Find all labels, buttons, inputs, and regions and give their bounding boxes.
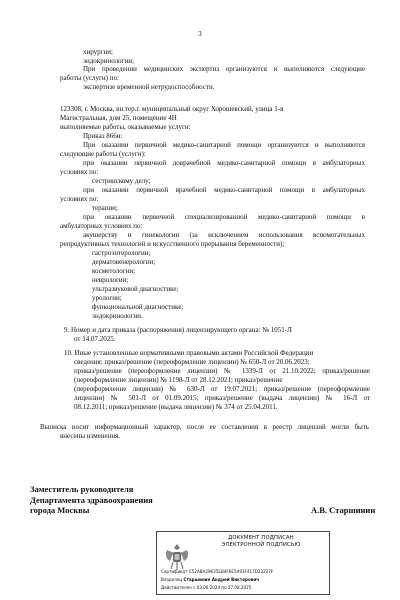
text-line: экспертизе временной нетрудоспособности. (83, 83, 215, 91)
text-line: сведения: приказ/решение (переоформление лицензии) № 650-Л от 20.06.2023; (74, 358, 310, 366)
e-signature-stamp (156, 531, 330, 595)
text-line: (переоформление лицензии) № 630-Л от 19.07.2021; приказ/решение (переоформление (74, 385, 370, 393)
text-line: приказ/решение (переоформление лицензии) № 1339-Л от 21.10.2022; приказ/решение (74, 367, 370, 375)
text-line: условиях по: (60, 168, 99, 176)
text-line: косметологии; (92, 267, 136, 275)
text-line: выполняемые работы, оказываемые услуги: (60, 123, 191, 131)
text-line: Выписка носит информационный характер, после ее составления в реестр лицензий могли быть (40, 423, 369, 431)
validity-line: Действителен с 03.06.2024 по 27.08.2025 (161, 585, 252, 590)
certificate-value: C52ABA29635EB4F6E5A91F417D23227F (188, 569, 274, 574)
text-line: условиях по: (60, 195, 99, 203)
text-line: хирургии; (83, 48, 113, 56)
signer-title-line: города Москвы (30, 505, 90, 516)
certificate-label: Сертификат (161, 569, 188, 574)
owner-label: Владелец (161, 577, 183, 582)
text-line: 10. Иные установленные нормативными правовыми актами Российской Федерации (64, 349, 314, 357)
signer-title-line: Заместитель руководителя (30, 484, 134, 494)
text-line: лицензии) № 501-Л от 01.09.2015; приказ/решение (выдача лицензии) № 16-Л от (74, 394, 370, 402)
stamp-header-line: ДОКУМЕНТ ПОДПИСАН (228, 535, 294, 541)
text-line: терапии; (92, 204, 118, 212)
text-line: функциональной диагностике; (92, 303, 184, 311)
text-line: репродуктивных технологий и искусственного прерывания беременности); (60, 240, 285, 248)
signer-title (30, 484, 153, 516)
text-line: Магистральная, дом 25, помещение 4Н (60, 114, 177, 122)
coat-of-arms-icon (163, 542, 191, 572)
signer-name: А.В. Старшинин (311, 505, 376, 515)
text-line: следующие работы (услуги): (60, 150, 146, 158)
text-line: неврологии; (92, 276, 129, 284)
owner-value: Старшинин Андрей Викторович (183, 577, 260, 582)
text-line: акушерству и гинекологии (за исключением использования вспомогательных (83, 231, 365, 239)
text-line: урологии; (92, 294, 122, 302)
text-line: Приказ 866н: (83, 132, 123, 140)
owner-line (161, 577, 327, 582)
text-line: При проведении медицинских экспертиз организуются и выполняются следующие (83, 65, 365, 73)
text-line: эндокринологии. (92, 312, 143, 320)
text-line: от 14.07.2025. (74, 335, 116, 343)
text-line: гастроэнтерологии; (92, 249, 151, 257)
text-line: внесены изменения. (60, 432, 121, 440)
certificate-line (161, 569, 327, 574)
text-line: 08.12.2011; приказ/решение (выдача лицензии) № 374 от 25.04.2011. (74, 403, 278, 411)
text-line: дерматовенерологии; (92, 258, 156, 266)
text-line: 9. Номер и дата приказа (распоряжения) лицензирующего органа: № 1051-Л (64, 326, 292, 334)
text-line: ультразвуковой диагностике; (92, 285, 179, 293)
text-line: эндокринологии; (83, 57, 134, 65)
text-line: при оказании первичной врачебной медико-санитарной помощи в амбулаторных (83, 186, 365, 194)
page-number: 3 (198, 30, 202, 38)
text-line: 123308, г. Москва, вн.тер.г. муниципальный округ Хорошевский, улица 1-я (60, 105, 284, 113)
stamp-header-line: ЭЛЕКТРОННОЙ ПОДПИСЬЮ (221, 542, 301, 548)
text-line: сестринскому делу; (92, 177, 151, 185)
text-line: При оказании первичной медико-санитарной помощи организуются и выполняются (83, 141, 365, 149)
signer-title-line: Департамента здравоохранения (30, 494, 153, 505)
stamp-header (195, 535, 327, 549)
text-line: амбулаторных условиях по: (60, 222, 143, 230)
text-line: при оказании первичной доврачебной медико-санитарной помощи в амбулаторных (83, 159, 365, 167)
text-line: (переоформление лицензии) № 1198-Л от 28.12.2021; приказ/решение (74, 376, 283, 384)
text-line: при оказании первичной специализированной медико-санитарной помощи в (83, 213, 365, 221)
text-line: работы (услуги) по: (60, 74, 119, 82)
